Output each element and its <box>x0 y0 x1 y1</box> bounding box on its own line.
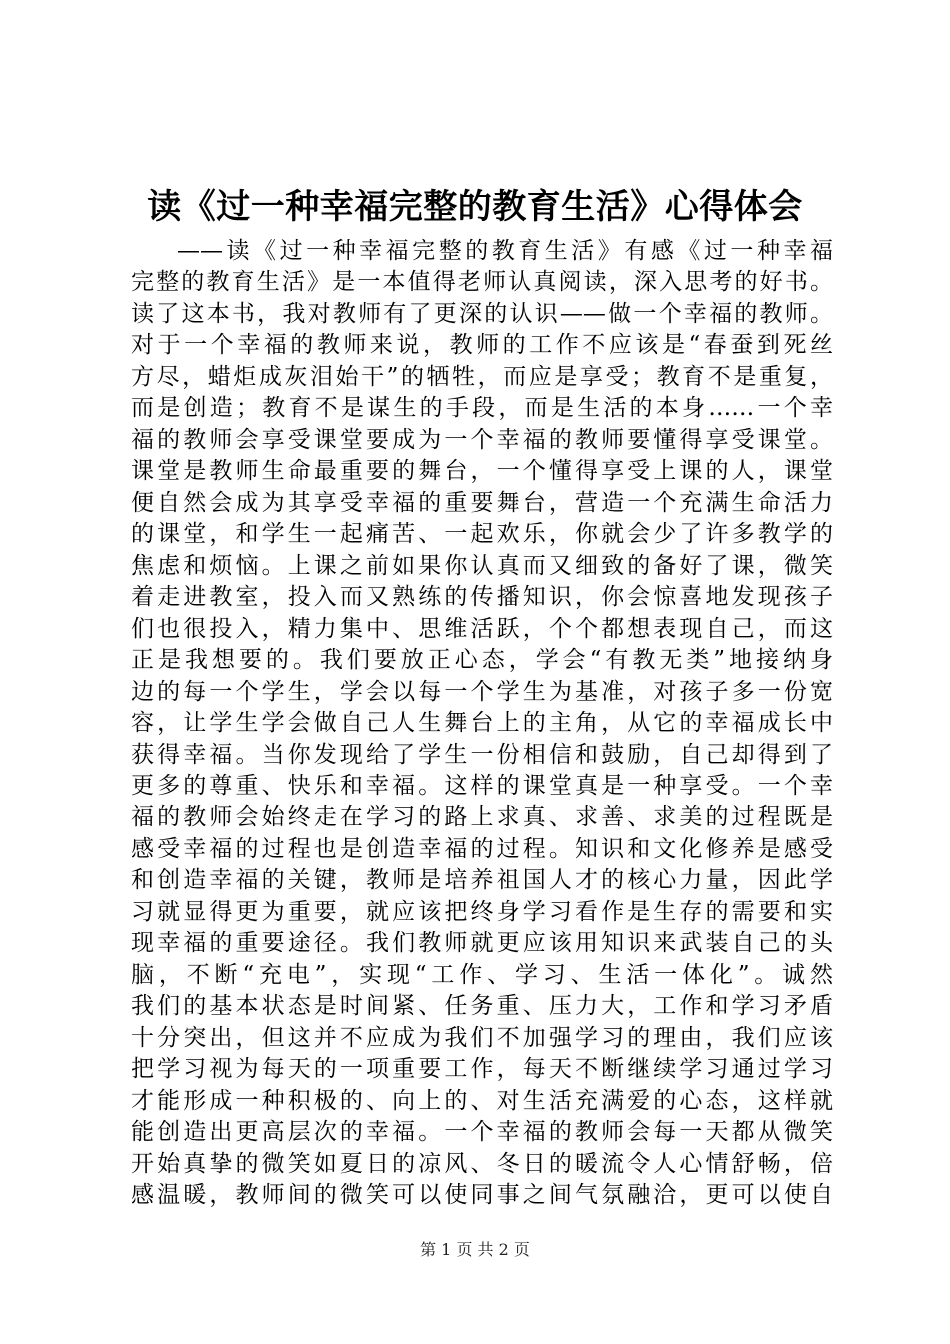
body-line: 习就显得更为重要，就应该把终身学习看作是生存的需要和实 <box>131 898 833 925</box>
body-line: 课堂是教师生命最重要的舞台，一个懂得享受上课的人，课堂 <box>131 458 833 485</box>
body-line: 感受幸福的过程也是创造幸福的过程。知识和文化修养是感受 <box>131 835 833 862</box>
document-body <box>131 236 833 1212</box>
body-line: 的课堂，和学生一起痛苦、一起欢乐，你就会少了许多教学的 <box>131 521 833 548</box>
body-line: 和创造幸福的关键，教师是培养祖国人才的核心力量，因此学 <box>131 867 833 894</box>
body-line: 便自然会成为其享受幸福的重要舞台，营造一个充满生命活力 <box>131 489 833 516</box>
body-line: 十分突出，但这并不应成为我们不加强学习的理由，我们应该 <box>131 1024 833 1051</box>
document-title: 读《过一种幸福完整的教育生活》心得体会 <box>147 187 803 227</box>
body-line: 们也很投入，精力集中、思维活跃，个个都想表现自己，而这 <box>131 615 833 642</box>
body-line: 焦虑和烦恼。上课之前如果你认真而又细致的备好了课，微笑 <box>131 552 833 579</box>
body-line: 而是创造；教育不是谋生的手段，而是生活的本身……一个幸 <box>131 395 833 422</box>
body-line: 对于一个幸福的教师来说，教师的工作不应该是“春蚕到死丝 <box>131 332 833 359</box>
page-number-footer: 第 1 页 共 2 页 <box>420 1240 530 1259</box>
body-line: 着走进教室，投入而又熟练的传播知识，你会惊喜地发现孩子 <box>131 584 833 611</box>
body-line: 福的教师会始终走在学习的路上求真、求善、求美的过程既是 <box>131 804 833 831</box>
body-line: 感温暖，教师间的微笑可以使同事之间气氛融洽，更可以使自 <box>131 1182 833 1209</box>
body-line: 现幸福的重要途径。我们教师就更应该用知识来武装自己的头 <box>131 930 833 957</box>
body-line: 才能形成一种积极的、向上的、对生活充满爱的心态，这样就 <box>131 1087 833 1114</box>
body-line: 把学习视为每天的一项重要工作，每天不断继续学习通过学习 <box>131 1056 833 1083</box>
body-line: 方尽，蜡炬成灰泪始干”的牺牲，而应是享受；教育不是重复， <box>131 363 833 390</box>
body-line: 正是我想要的。我们要放正心态，学会“有教无类”地接纳身 <box>131 647 833 674</box>
body-line: 能创造出更高层次的幸福。一个幸福的教师会每一天都从微笑 <box>131 1119 833 1146</box>
body-line: 福的教师会享受课堂要成为一个幸福的教师要懂得享受课堂。 <box>131 426 833 453</box>
body-line: ——读《过一种幸福完整的教育生活》有感《过一种幸福 <box>177 238 833 264</box>
body-line: 更多的尊重、快乐和幸福。这样的课堂真是一种享受。一个幸 <box>131 772 833 799</box>
body-line: 脑，不断“充电”，实现“工作、学习、生活一体化”。诚然 <box>131 961 833 988</box>
body-line: 获得幸福。当你发现给了学生一份相信和鼓励，自己却得到了 <box>131 741 833 768</box>
body-line: 读了这本书，我对教师有了更深的认识——做一个幸福的教师。 <box>131 300 833 327</box>
body-line: 开始真挚的微笑如夏日的凉风、冬日的暖流令人心情舒畅，倍 <box>131 1150 833 1177</box>
body-line: 边的每一个学生，学会以每一个学生为基准，对孩子多一份宽 <box>131 678 833 705</box>
body-line: 完整的教育生活》是一本值得老师认真阅读，深入思考的好书。 <box>131 269 833 296</box>
body-line: 我们的基本状态是时间紧、任务重、压力大，工作和学习矛盾 <box>131 993 833 1020</box>
body-line: 容，让学生学会做自己人生舞台上的主角，从它的幸福成长中 <box>131 710 833 737</box>
